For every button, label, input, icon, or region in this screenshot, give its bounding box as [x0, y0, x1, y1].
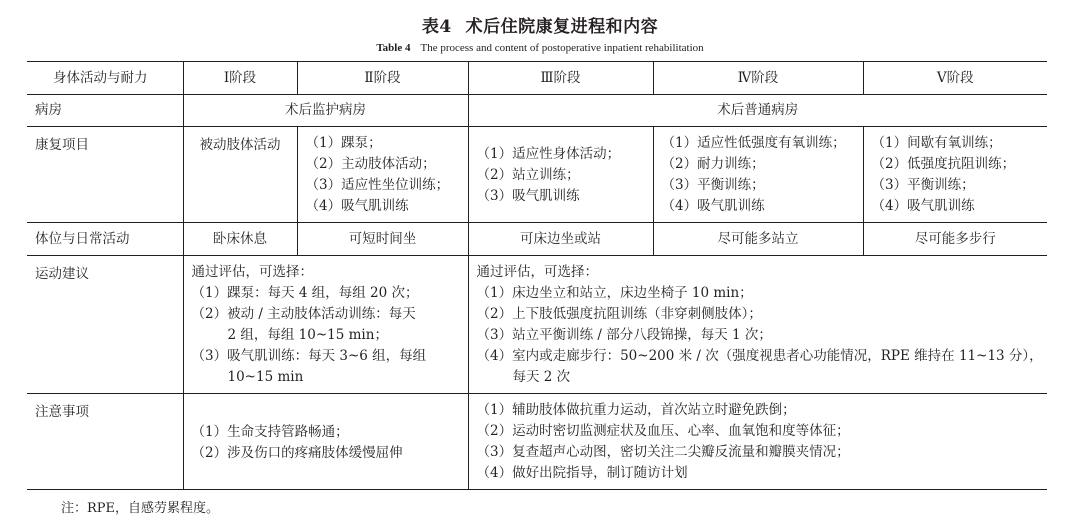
rehab-item: （4）吸气肌训练 [871, 198, 975, 214]
table-title [0, 12, 1080, 37]
exercise-line: 每天 2 次 [512, 369, 571, 385]
cell-postop-general-ward: 术后普通病房 [468, 95, 1047, 127]
rehab-item: （3）适应性坐位训练； [305, 177, 450, 193]
rehab-item: （2）耐力训练； [661, 156, 765, 172]
table-row-posture [27, 223, 1047, 256]
header-stage-1: Ⅰ阶段 [183, 62, 297, 95]
cell-rehab-stage-2 [297, 127, 468, 223]
table-footnote: 注：RPE，自感劳累程度。 [61, 501, 220, 516]
cell-rehab-stage-5 [863, 127, 1047, 223]
row-label-ward: 病房 [27, 95, 183, 127]
table-number: 表4 [421, 17, 452, 37]
notes-line: （2）涉及伤口的疼痛肢体缓慢屈伸 [191, 444, 403, 461]
notes-line: （1）生命支持管路畅通； [191, 423, 349, 440]
table-title-en: The process and content of postoperative inpatient rehabilitation [420, 42, 704, 54]
exercise-line: 10~15 min [227, 369, 304, 385]
table-header-row [27, 62, 1047, 95]
exercise-line: 通过评估，可选择： [476, 264, 598, 280]
rehab-table [27, 61, 1047, 490]
rehab-item: （1）踝泵； [305, 135, 382, 151]
exercise-line: （1）踝泵：每天 4 组，每组 20 次； [191, 285, 419, 301]
rehab-item: （4）吸气肌训练 [661, 198, 765, 214]
row-label-rehab: 康复项目 [27, 127, 183, 223]
header-stage-3: Ⅲ阶段 [468, 62, 653, 95]
rehab-item: （2）站立训练； [476, 167, 580, 183]
row-label-posture: 体位与日常活动 [27, 223, 183, 256]
table-title-text: 术后住院康复进程和内容 [465, 17, 659, 37]
cell-posture-stage-2: 可短时间坐 [297, 223, 468, 256]
notes-line: （4）做好出院指导，制订随访计划 [476, 465, 688, 481]
rehab-item: （2）低强度抗阻训练； [871, 156, 1016, 172]
exercise-line: 2 组，每组 10~15 min； [227, 327, 388, 343]
exercise-line: （3）站立平衡训练 / 部分八段锦操，每天 1 次； [476, 327, 772, 343]
header-stage-5: Ⅴ阶段 [863, 62, 1047, 95]
table-row-rehab [27, 127, 1047, 223]
cell-exercise-early [183, 256, 468, 394]
table-subtitle [0, 42, 1080, 54]
rehab-item: （1）间歇有氧训练； [871, 135, 1002, 151]
exercise-line: （2）上下肢低强度抗阻训练（非穿刺侧肢体）； [476, 306, 762, 322]
cell-postop-monitor-ward: 术后监护病房 [183, 95, 468, 127]
cell-notes-later [468, 394, 1047, 490]
cell-posture-stage-5: 尽可能多步行 [863, 223, 1047, 256]
exercise-line: （2）被动 / 主动肢体活动训练：每天 [191, 306, 416, 322]
row-label-notes: 注意事项 [27, 394, 183, 490]
rehab-item: （3）平衡训练； [871, 177, 975, 193]
cell-posture-stage-3: 可床边坐或站 [468, 223, 653, 256]
table-row-ward [27, 95, 1047, 127]
cell-rehab-stage-1 [183, 127, 297, 223]
rehab-item: （2）主动肢体活动； [305, 156, 436, 172]
cell-rehab-stage-3 [468, 127, 653, 223]
exercise-line: （4）室内或走廊步行：50~200 米 / 次（强度视患者心功能情况，RPE 维持在 11~13 分）， [476, 348, 1043, 364]
rehab-item: 被动肢体活动 [199, 137, 281, 153]
header-stage-4: Ⅳ阶段 [653, 62, 863, 95]
row-label-exercise: 运动建议 [27, 256, 183, 394]
rehab-item: （3）平衡训练； [661, 177, 765, 193]
exercise-line: （3）吸气肌训练：每天 3~6 组，每组 [191, 348, 427, 364]
rehab-item: （4）吸气肌训练 [305, 198, 409, 214]
header-activity: 身体活动与耐力 [27, 62, 183, 95]
notes-line: （3）复查超声心动图，密切关注二尖瓣反流量和瓣膜夹情况； [476, 444, 850, 460]
notes-line: （2）运动时密切监测症状及血压、心率、血氧饱和度等体征； [476, 423, 850, 439]
cell-posture-stage-1: 卧床休息 [183, 223, 297, 256]
table-number-en: Table 4 [376, 42, 411, 54]
notes-line: （1）辅助肢体做抗重力运动，首次站立时避免跌倒； [476, 402, 796, 418]
cell-rehab-stage-4 [653, 127, 863, 223]
rehab-item: （1）适应性低强度有氧训练； [661, 135, 846, 151]
rehab-item: （1）适应性身体活动； [476, 146, 621, 162]
table-row-notes [27, 394, 1047, 490]
cell-exercise-later [468, 256, 1047, 394]
exercise-line: （1）床边坐立和站立，床边坐椅子 10 min； [476, 285, 753, 301]
rehab-item: （3）吸气肌训练 [476, 188, 580, 204]
header-stage-2: Ⅱ阶段 [297, 62, 468, 95]
table-row-exercise [27, 256, 1047, 394]
cell-posture-stage-4: 尽可能多站立 [653, 223, 863, 256]
cell-notes-early [183, 394, 468, 490]
exercise-line: 通过评估，可选择： [191, 264, 313, 280]
